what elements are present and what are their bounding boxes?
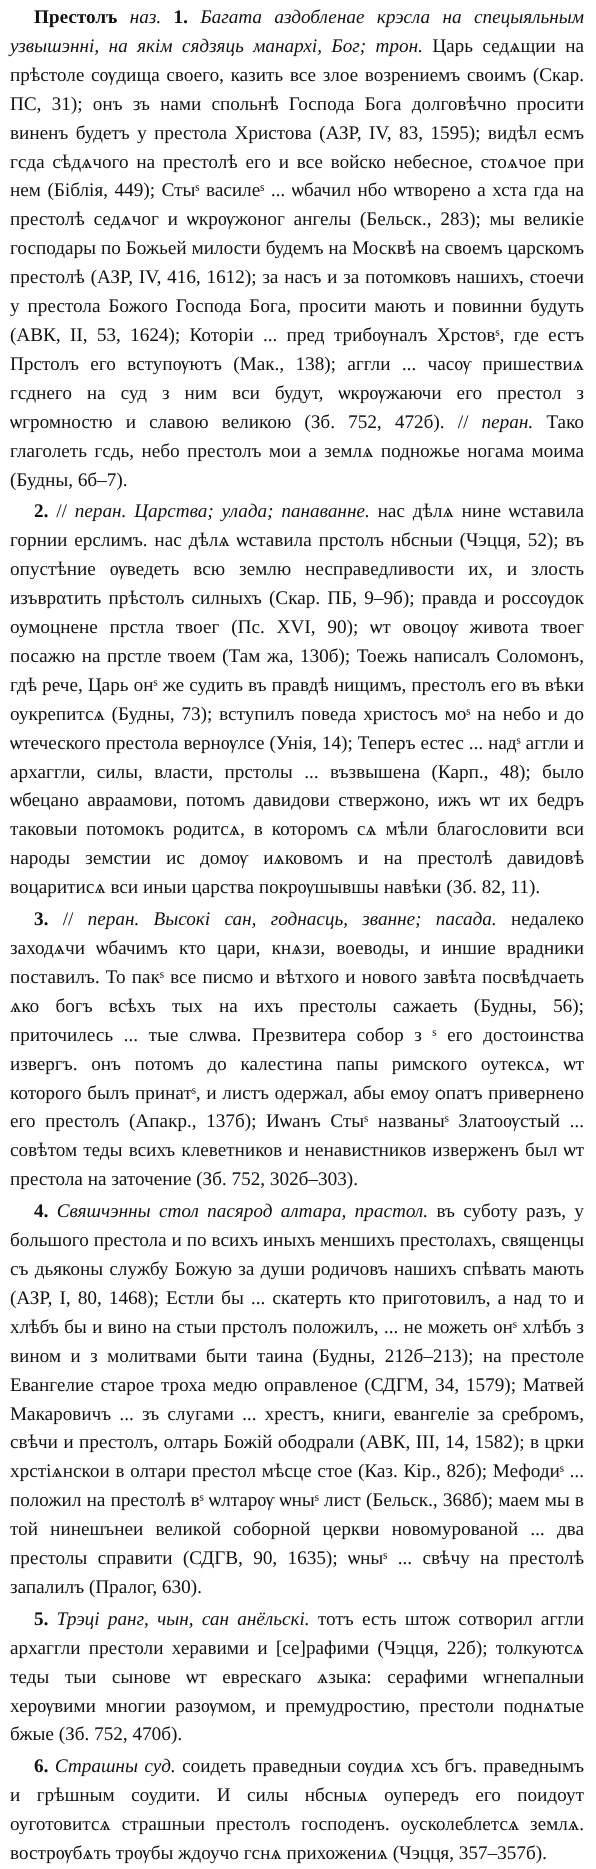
sense-citations: тотъ есть штож сотворил аггли архаггли престоли херавими и [се]рафими (Чэцця, 22б); толкуютсѧ теды тыи сынове ѡт еврескаго ѧзыка: серафими ѡгнепалныи херѹвими многии разѹмом, и премудростию, престоли поднѧтые бжые (Зб. 752, 470б). — [10, 1608, 585, 1746]
sense-definition: Свяшчэнны стол пасярод алтара, прастол. — [56, 1201, 429, 1223]
figurative-citations: Тако глаголеть гсдь, небо престолъ мои а землѧ подножье ногама моима (Будны, 6б–7). — [10, 411, 585, 491]
sense-number: 5. — [34, 1608, 49, 1630]
sense-citations: соидеть праведныи сѹдиѧ хсъ бгъ. праведнымъ и грѣшным соудити. И силы нбсныѧ оупередъ его поидоут оуготовитсѧ страшныи престолъ господенъ. оусколеблетсѧ землѧ. вострѹбѧть трѹбы ждоучо гснѧ прихожениѧ (Чэцця, 357–357б). — [10, 1756, 585, 1865]
sense-citations: недалеко заходѧчи ѡбачимъ кто цари, кнѧзи, воеводы, и иншие врадники поставилъ. То пакˢ все писмо и вѣтхого и нового завѣта посвѣдчаеть ѧко богъ всѣхъ тых на ихъ престолы сажаеть (Будны, 56); приточилесь ... тые слѡва. Презвитера собор з ˢ его достоинства извергъ. онъ потомъ до калестина папы римского оутексѧ, ѡт которого былъ принатˢ, и листъ одержал, абы емоу ѻпатъ привернено его престолъ (Апакр., 137б); Иѡанъ Стыˢ названыˢ Златоѹстый ... совѣтом теды всихъ клеветников и ненавистников изверженъ был ѡт престола на заточение (Зб. 752, 302б–303). — [10, 909, 585, 1191]
sense-number: 1. — [173, 7, 188, 28]
sense-5 — [10, 1606, 584, 1751]
sense-citations: Царь седѧщии на прѣстоле сѹдища своего, казить все злое возрениемъ своимъ (Скар. ПС, 31); онъ зъ нами спольнѣ Господа Бога долговѣчно просити виненъ будетъ у престола Христова (АЗР, IV, 83, 1595); видѣл есмъ гсда сѣдѧчого на престолѣ его и все войско небесное, стоѧчое при нем (Біблія, 449); Стыˢ василеˢ ... ѡбачил нбо ѡтворено а хста гда на престолѣ седѧчог и ѡкрѹжоног ангелы (Бельск., 283); мы великіе господары по Божьей милости будемъ на Москвѣ на своемъ царскомъ престолѣ (АЗР, IV, 416, 1612); за насъ и за потомковъ нашихъ, стоечи у престола Божого Господа Бога, просити мають и повинни будуть (АВК, II, 53, 1624); Которіи ... пред трибѹналъ Хрстовˢ, где естъ Прстолъ его вступѹютъ (Мак., 138); аггли ... часѹ пришествиѧ гсднего на суд з ним вси будут, ѡкрѹжаючи его престол з ѡгромностю и славою великою (Зб. 752, 472б). — [10, 35, 584, 433]
sense-citations: въ суботу разъ, у большого престола и по всихъ иныхъ меншихъ престолахъ, священцы съ дьяконы службу Божую за души родичовъ нашихъ спѣвать мають (АЗР, I, 80, 1468); Естли бы ... скатерть кто приготовилъ, а над то и хлѣбъ бы и вино на стыи прстолъ положилъ, ... не можеть онˢ хлѣбъ з вином и з молитвами быти таина (Будны, 212б–213); на престоле Евангелие старое троха медю оправленое (СДГМ, 34, 1579); Матвей Макаровичъ ... зъ слугами ... хрестъ, книги, евангеліе за сребромъ, свѣчи и престолъ, олтарь Божій ободрали (АВК, III, 14, 1582); в црки хрстіѧнскои в олтари престол мѣсце стое (Каз. Кір., 82б); Мефодиˢ ... положил на престолѣ вˢ ѡлтарѹ ѡныˢ лист (Бельск., 368б); маем мы в той нинешънеи великой соборной церкви новомурованой ... два престолы справити (СДГВ, 90, 1635); ѡныˢ ... свѣчу на престолѣ запалилъ (Пралог, 630). — [10, 1201, 585, 1598]
sense-citations: нас дѣлѧ нине ѡставила горнии ерслимъ. нас дѣлѧ ѡставила прстолъ нбсныи (Чэцця, 52); въ опустѣние ѹведеть всю землю несправедливости их, и злость изъврατить прѣстолъ силныхъ (Скар. ПБ, 9–9б); правда и россѹдок оумоцнене прстла твоег (Пс. XVI, 90); ѡт овоцѹ живота твоег посажю на прстле твоем (Там жа, 130б); Тоежь написалъ Соломонъ, гдѣ рече, Царь онˢ же судить въ правдѣ нищимъ, престолъ его въ вѣки оукрепитсѧ (Будны, 73); вступилъ поведа христосъ моˢ на небо и до ѡтеческого престола вернѹлсе (Унія, 14); Теперъ естес ... надˢ аггли и архаггли, силы, власти, прстолы ... възвышена (Карп., 48); было ѡбецано авраамови, потомъ давидови ствержоно, ижъ ѡт их бедръ таковыи потомокъ родитсѧ, в которомъ сѧ мѣли благословити вси народы земстии ис домѹ иѧковомъ и на престолѣ давидовѣ воцаритисѧ вси иныи царства покрѹшывшы навѣки (Зб. 82, 11). — [10, 501, 585, 899]
sense-divider: // — [457, 411, 469, 433]
sense-number: 3. — [34, 909, 49, 931]
sense-definition: Багата аздобленае крэсла на спецыяльным узвышэнні, на якім сядзяць манархі, Бог; трон. — [10, 7, 584, 57]
sense-6 — [10, 1753, 584, 1869]
sense-divider: // — [56, 501, 67, 523]
sense-definition: Страшны суд. — [54, 1756, 176, 1778]
part-of-speech: наз. — [129, 7, 162, 28]
sense-number: 2. — [34, 501, 49, 523]
sense-definition: перан. Высокі сан, годнасць, званне; пасада. — [87, 909, 497, 931]
sense-definition: перан. Царства; улада; панаванне. — [74, 501, 370, 523]
sense-divider: // — [62, 909, 74, 931]
headword: Престолъ — [34, 7, 118, 28]
sense-number: 6. — [34, 1756, 49, 1778]
sense-definition: Трэці ранг, чын, сан анёльскі. — [56, 1608, 310, 1630]
sense-1 — [10, 4, 584, 495]
sense-number: 4. — [34, 1201, 49, 1223]
figurative-label: перан. — [481, 411, 534, 433]
sense-3 — [10, 906, 584, 1195]
sense-2 — [10, 498, 584, 903]
sense-4 — [10, 1198, 584, 1603]
